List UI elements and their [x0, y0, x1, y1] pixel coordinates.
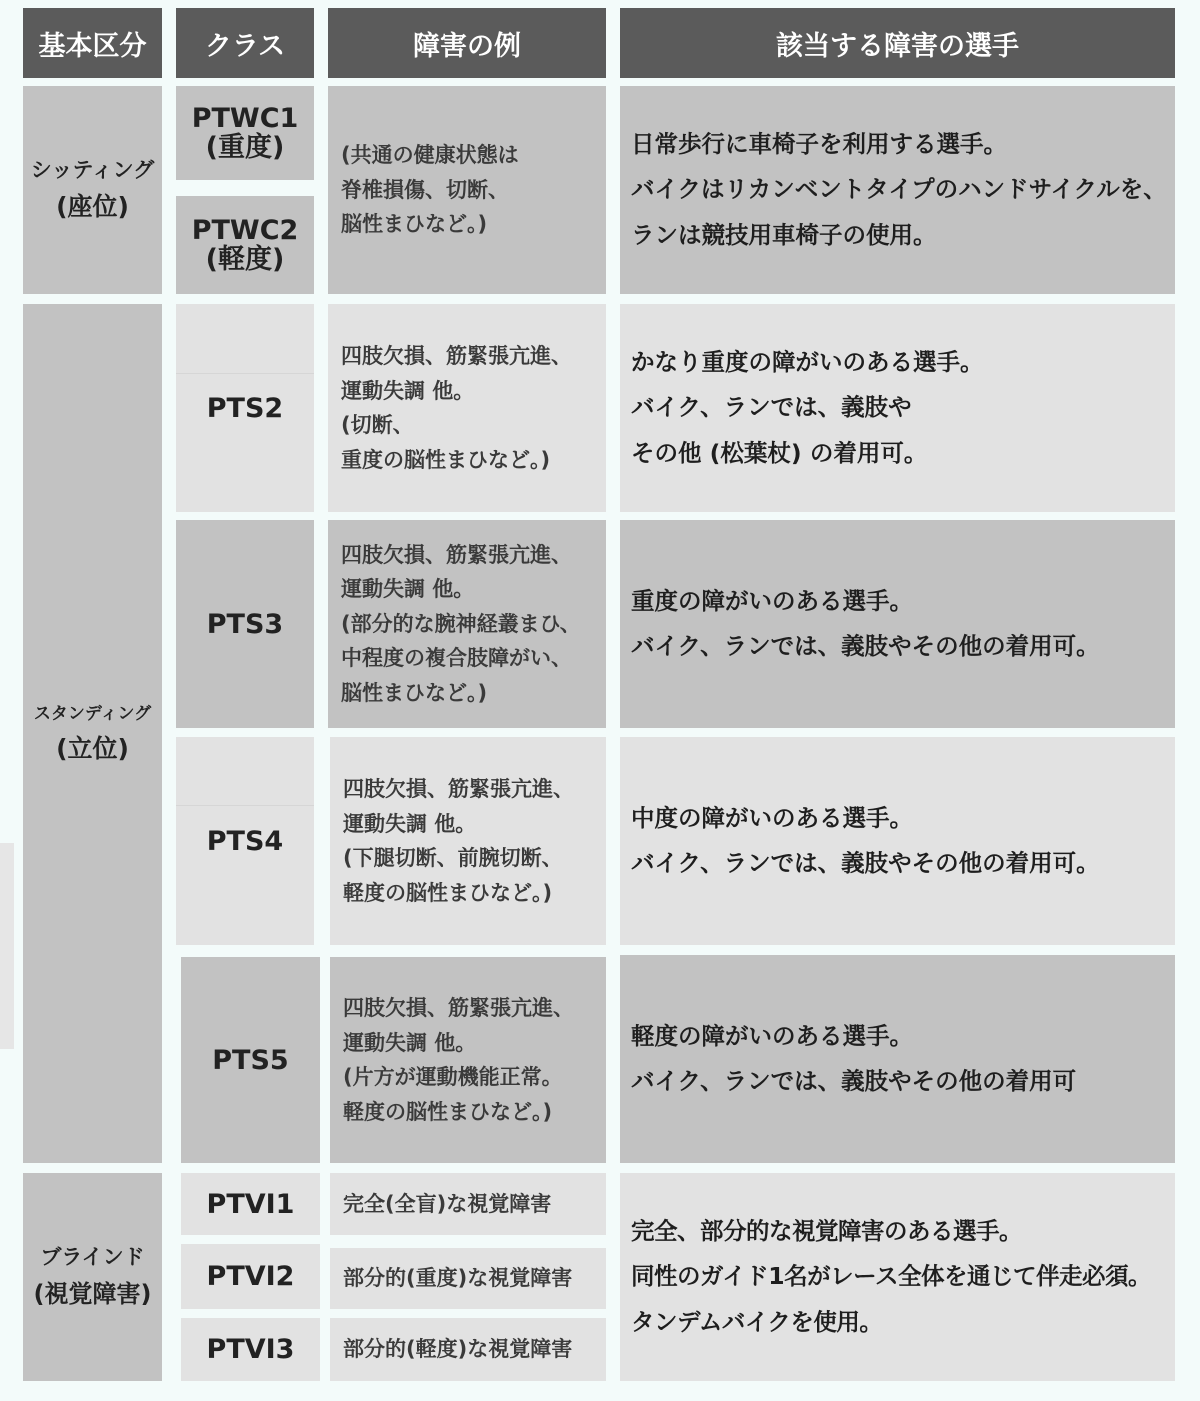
edge-artifact [0, 843, 14, 1049]
cell-seam [176, 805, 314, 806]
example-ptvi1: 完全(全盲)な視覚障害 [330, 1173, 606, 1235]
description-ptwc: 日常歩行に車椅子を利用する選手。 バイクはリカンベントタイプのハンドサイクルを、 ランは競技用車椅子の使用。 [620, 86, 1175, 294]
category-standing: スタンディング (立位) [23, 304, 162, 1163]
example-pts4: 四肢欠損、筋緊張亢進、 運動失調 他。 (下腿切断、前腕切断、 軽度の脳性まひなど。) [330, 737, 606, 945]
category-sitting: シッティング (座位) [23, 86, 162, 294]
header-class: クラス [176, 8, 314, 78]
description-pts3: 重度の障がいのある選手。 バイク、ランでは、義肢やその他の着用可。 [620, 520, 1175, 728]
category-blind: ブラインド (視覚障害) [23, 1173, 162, 1381]
class-ptvi2: PTVI2 [181, 1244, 320, 1309]
class-pts2: PTS2 [176, 304, 314, 512]
header-athlete: 該当する障害の選手 [620, 8, 1175, 78]
class-ptwc1: PTWC1 (重度) [176, 86, 314, 180]
example-ptwc: (共通の健康状態は 脊椎損傷、切断、 脳性まひなど。) [328, 86, 606, 294]
header-example: 障害の例 [328, 8, 606, 78]
class-ptvi1: PTVI1 [181, 1173, 320, 1235]
example-pts5: 四肢欠損、筋緊張亢進、 運動失調 他。 (片方が運動機能正常。 軽度の脳性まひなど。) [330, 957, 606, 1163]
class-pts3: PTS3 [176, 520, 314, 728]
cell-seam [176, 373, 314, 374]
example-pts3: 四肢欠損、筋緊張亢進、 運動失調 他。 (部分的な腕神経叢まひ、 中程度の複合肢障がい、 脳性まひなど。) [328, 520, 606, 728]
description-ptvi: 完全、部分的な視覚障害のある選手。 同性のガイド1名がレース全体を通じて伴走必須。 タンデムバイクを使用。 [620, 1173, 1175, 1381]
example-ptvi2: 部分的(重度)な視覚障害 [330, 1248, 606, 1309]
description-pts4: 中度の障がいのある選手。 バイク、ランでは、義肢やその他の着用可。 [620, 737, 1175, 945]
description-pts5: 軽度の障がいのある選手。 バイク、ランでは、義肢やその他の着用可 [620, 955, 1175, 1163]
class-pts5: PTS5 [181, 957, 320, 1163]
class-ptvi3: PTVI3 [181, 1318, 320, 1381]
header-category: 基本区分 [23, 8, 162, 78]
example-pts2: 四肢欠損、筋緊張亢進、 運動失調 他。 (切断、 重度の脳性まひなど。) [328, 304, 606, 512]
description-pts2: かなり重度の障がいのある選手。 バイク、ランでは、義肢や その他 (松葉杖) の着用可。 [620, 304, 1175, 512]
example-ptvi3: 部分的(軽度)な視覚障害 [330, 1318, 606, 1381]
class-ptwc2: PTWC2 (軽度) [176, 196, 314, 294]
class-pts4: PTS4 [176, 737, 314, 945]
